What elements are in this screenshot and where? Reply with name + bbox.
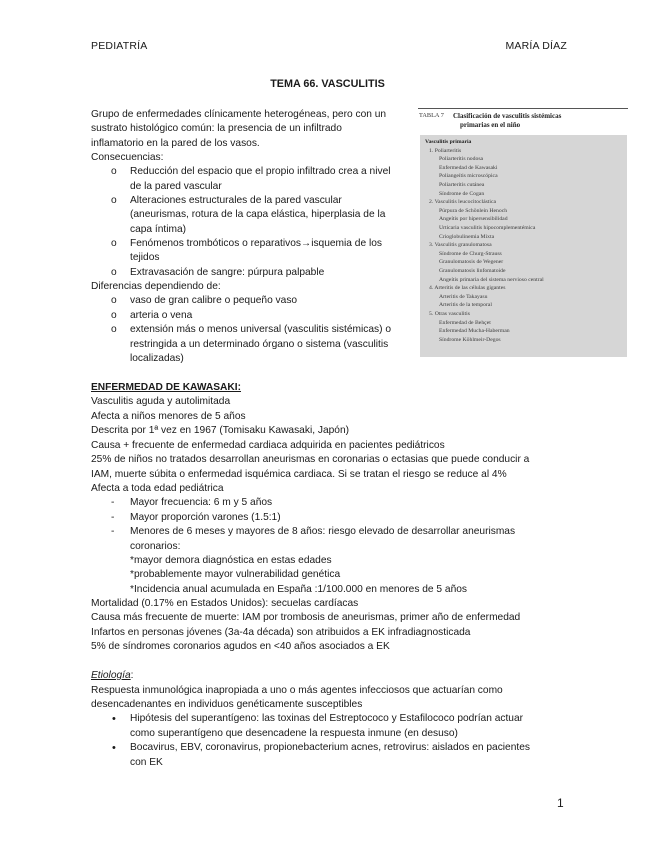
list-item: *Incidencia anual acumulada en España :1/100.000 en menores de 5 años: [130, 584, 467, 595]
table-row: Angeítis primaria del sistema nervioso central: [439, 276, 544, 283]
table-row: Enfermedad Mucha-Haberman: [439, 328, 510, 335]
list-item: capa íntima): [130, 224, 187, 235]
etiologia-heading-colon: :: [130, 670, 134, 681]
list-item: *probablemente mayor vulnerabilidad genética: [130, 569, 341, 580]
list-item: restringida a un determinado órgano o sistema (vasculitis: [130, 339, 389, 350]
bullet-icon: •: [112, 713, 116, 725]
table-row: Urticaria vasculitis hipocomplementémica: [439, 225, 536, 231]
intro-line: Grupo de enfermedades clínicamente heterogéneas, pero con un: [91, 109, 387, 120]
table-row: 3. Vasculitis granulomatosa: [429, 242, 492, 249]
text-line: Infartos en personas jóvenes (3a-4a década) son atribuidos a EK infradiagnosticada: [91, 627, 471, 638]
list-item: Hipótesis del superantígeno: las toxinas del Estreptococo y Estafilococo podrían actuar: [130, 713, 524, 724]
dash-bullet-icon: -: [111, 526, 115, 537]
list-item: extensión más o menos universal (vasculitis sistémicas) o: [130, 324, 392, 335]
list-item: Reducción del espacio que el propio infiltrado crea a nivel: [130, 166, 391, 177]
circle-bullet-icon: o: [111, 295, 117, 306]
list-item: localizadas): [130, 353, 184, 364]
text-line: Mortalidad (0.17% en Estados Unidos): secuelas cardíacas: [91, 598, 359, 609]
table-title-line: Clasificación de vasculitis sistémicas: [453, 112, 562, 120]
page-title: TEMA 66. VASCULITIS: [270, 78, 385, 90]
etiologia-heading: [91, 669, 134, 683]
dash-bullet-icon: -: [111, 497, 115, 508]
intro-line: inflamatorio en la pared de los vasos.: [91, 138, 260, 149]
table-row: Granulomatosis linfomatoide: [439, 268, 506, 274]
list-item: Alteraciones estructurales de la pared vascular: [130, 195, 342, 206]
list-item: coronarios:: [130, 541, 181, 552]
table-row: Enfermedad de Kawasaki: [439, 164, 498, 171]
table-row: Poliarteritis cutánea: [439, 182, 485, 188]
list-item: Extravasación de sangre: púrpura palpable: [130, 267, 325, 278]
table-row: Poliarteritis nodosa: [439, 156, 484, 163]
table-body: [420, 135, 627, 357]
table-row: Vasculitis primaria: [425, 139, 472, 145]
page-number: 1: [557, 796, 564, 810]
table-row: Crioglobulinemia Mixta: [439, 233, 495, 240]
list-item: Menores de 6 meses y mayores de 8 años: riesgo elevado de desarrollar aneurismas: [130, 526, 516, 537]
table-row: Síndrome Köhlmeir-Degos: [439, 336, 501, 343]
list-item: tejidos: [130, 252, 160, 263]
circle-bullet-icon: o: [111, 238, 117, 249]
header-right: MARÍA DÍAZ: [505, 40, 567, 52]
table-row: Poliangeítis microscópica: [439, 173, 498, 180]
etiologia-heading-text: Etiología: [91, 670, 131, 681]
list-item: Fenómenos trombóticos o reparativos→isquemia de los: [130, 238, 382, 249]
list-item: Bocavirus, EBV, coronavirus, propionebacterium acnes, retrovirus: aislados en pacientes: [130, 742, 530, 753]
text-line: Causa más frecuente de muerte: IAM por trombosis de aneurismas, primer año de enfermedad: [91, 612, 521, 623]
table-header: [418, 108, 628, 135]
intro-line: sustrato histológico común: la presencia de un infiltrado: [91, 123, 342, 134]
table-row: Arteritis de Takayasu: [439, 293, 488, 300]
table-row: Enfermedad de Behçet: [439, 319, 491, 326]
text-line: Respuesta inmunológica inapropiada a uno o más agentes infecciosos que actuarían como: [91, 685, 503, 696]
list-item: Mayor frecuencia: 6 m y 5 años: [130, 497, 273, 508]
classification-table: [418, 108, 628, 358]
bullet-icon: •: [112, 742, 116, 754]
circle-bullet-icon: o: [111, 267, 117, 278]
dash-bullet-icon: -: [111, 512, 115, 523]
text-line: 25% de niños no tratados desarrollan aneurismas en coronarias o ectasias que puede conducir a: [91, 454, 530, 465]
list-item: (aneurismas, rotura de la capa elástica, hiperplasia de la: [130, 209, 386, 220]
header-left: PEDIATRÍA: [91, 40, 148, 52]
table-row: 5. Otras vasculitis: [429, 311, 470, 317]
table-row: 4. Arteritis de las células gigantes: [429, 285, 506, 292]
table-row: Angeítis por hipersensibilidad: [439, 216, 508, 223]
consecuencias-label: Consecuencias:: [91, 152, 164, 163]
text-line: Afecta a toda edad pediátrica: [91, 483, 224, 494]
list-item: vaso de gran calibre o pequeño vaso: [130, 295, 298, 306]
text-line: Afecta a niños menores de 5 años: [91, 411, 246, 422]
text-line: IAM, muerte súbita o enfermedad isquémica cardiaca. Si se tratan el riesgo se reduce al 4%: [91, 469, 507, 480]
kawasaki-heading: ENFERMEDAD DE KAWASAKI:: [91, 382, 241, 393]
list-item: como superantígeno que desencadene la respuesta inmune (en desuso): [130, 728, 458, 739]
list-item: *mayor demora diagnóstica en estas edades: [130, 555, 332, 566]
circle-bullet-icon: o: [111, 195, 117, 206]
text-line: 5% de síndromes coronarios agudos en <40 años asociados a EK: [91, 641, 390, 652]
text-line: Causa + frecuente de enfermedad cardiaca adquirida en pacientes pediátricos: [91, 440, 445, 451]
table-title-line: primarias en el niño: [460, 120, 521, 129]
text-line: desencadenantes en individuos genéticamente susceptibles: [91, 699, 363, 710]
table-row: Granulomatosis de Wegener: [439, 259, 504, 266]
table-caption: TABLA 7: [419, 112, 444, 119]
circle-bullet-icon: o: [111, 166, 117, 177]
list-item: arteria o vena: [130, 310, 193, 321]
list-item: Mayor proporción varones (1.5:1): [130, 512, 281, 523]
text-line: Descrita por 1ª vez en 1967 (Tomisaku Kawasaki, Japón): [91, 425, 350, 436]
circle-bullet-icon: o: [111, 310, 117, 321]
list-item: con EK: [130, 757, 163, 768]
diferencias-label: Diferencias dependiendo de:: [91, 281, 221, 292]
list-item: de la pared vascular: [130, 181, 222, 192]
table-row: Síndrome de Cogan: [439, 190, 485, 197]
circle-bullet-icon: o: [111, 324, 117, 335]
table-row: Púrpura de Schönlein Henoch: [439, 207, 508, 214]
table-row: 1. Poliarteritis: [429, 147, 462, 154]
text-line: Vasculitis aguda y autolimitada: [91, 396, 231, 407]
table-row: Arteritis de la temporal: [439, 302, 492, 309]
table-row: 2. Vasculitis leucocitoclástica: [429, 199, 497, 206]
table-row: Síndrome de Churg-Strauss: [439, 250, 502, 257]
table-title: [453, 112, 623, 129]
